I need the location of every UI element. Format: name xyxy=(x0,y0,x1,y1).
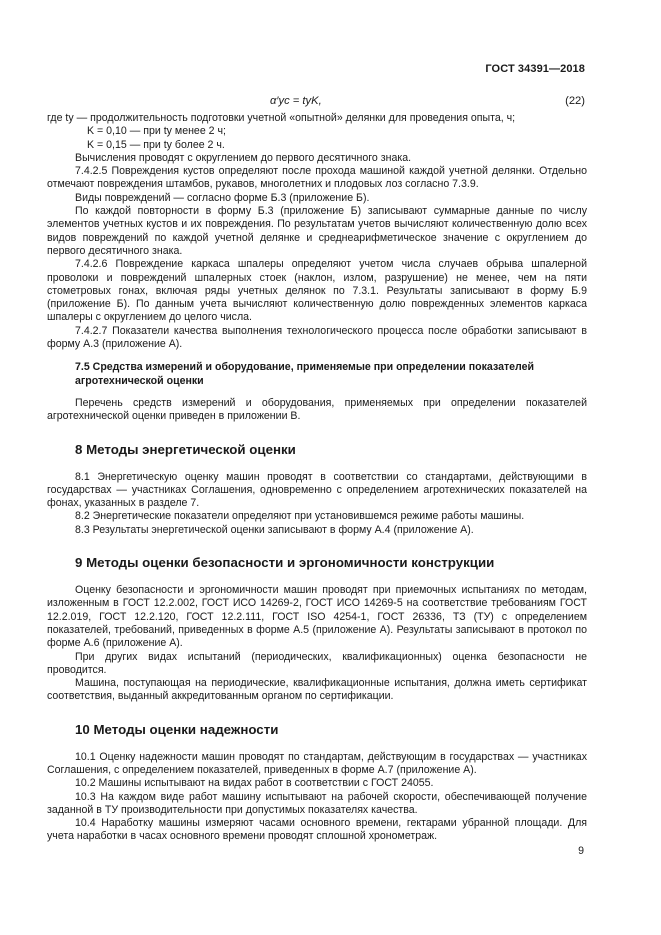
paragraph: Вычисления проводят с округлением до первого десятичного знака. xyxy=(75,151,412,164)
paragraph: 7.4.2.5 Повреждения кустов определяют после прохода машиной каждой учетной делянки. Отдельно отмечают повреждения штамбов, рукавов, многолетних и плодовых лоз согласно 7.3.9. xyxy=(47,165,587,191)
paragraph: Оценку безопасности и эргономичности машин проводят при приемочных испытаниях по методам, изложенным в ГОСТ 12.2.002, ГОСТ ИСО 14269-2, ГОСТ ИСО 14269-5 на соответствие требованиям ГОСТ 12.2.019, ГОСТ 12.2.120, ГОСТ 12.2.111, ГОСТ ISO 4254-1, ГОСТ 26336, ТЗ (ТУ) с определением показателей, требований, приведенных в форме А.5 (приложение А). Результаты записывают в протокол по форме А.6 (приложение А). xyxy=(47,584,587,650)
where-line-2: K = 0,10 — при tу менее 2 ч; xyxy=(87,125,226,138)
paragraph: 10.2 Машины испытывают на видах работ в соответствии с ГОСТ 24055. xyxy=(75,777,434,790)
paragraph: Перечень средств измерений и оборудования, применяемых при определении показателей агротехнической оценки приведен в приложении В. xyxy=(47,396,587,423)
section-heading-7-5: 7.5 Средства измерений и оборудование, применяемые при определении показателей агротехнической оценки xyxy=(75,361,535,387)
section-heading-9: 9 Методы оценки безопасности и эргономичности конструкции xyxy=(75,555,495,571)
section-heading-8: 8 Методы энергетической оценки xyxy=(75,441,296,457)
paragraph: 7.4.2.6 Повреждение каркаса шпалеры определяют учетом числа случаев обрыва шпалерной проволоки и повреждений шпалерных стоек (наклон, излом, разрушение) не менее, чем на пяти стометровых гонах, включая ряды учетных делянок по 7.3.1. Результаты записывают в форму Б.9 (приложение Б). По данным учета вычисляют количественную долю поврежденных элементов каркаса шпалеры с округлением до целого числа. xyxy=(47,258,587,324)
where-line-3: K = 0,15 — при tу более 2 ч. xyxy=(87,138,225,151)
where-line-1: где tу — продолжительность подготовки учетной «опытной» делянки для проведения опыта, ч; xyxy=(47,112,516,124)
paragraph: 10.4 Наработку машины измеряют часами основного времени, гектарами убранной площади. Для учета наработки в часах основного времени проводят сплошной хронометраж. xyxy=(47,817,587,843)
formula-expression: α′ус = tуK, xyxy=(270,95,322,107)
paragraph: При других видах испытаний (периодических, квалификационных) оценка безопасности не проводится. xyxy=(47,650,587,676)
paragraph: Машина, поступающая на периодические, квалификационные испытания, должна иметь сертификат соответствия, выданный аккредитованным органом по сертификации. xyxy=(47,677,587,703)
paragraph: 8.2 Энергетические показатели определяют при установившемся режиме работы машины. xyxy=(75,510,525,523)
paragraph: 7.4.2.7 Показатели качества выполнения технологического процесса после обработки записывают в форму А.3 (приложение А). xyxy=(47,324,587,351)
document-code-header: ГОСТ 34391—2018 xyxy=(485,63,585,75)
section-heading-10: 10 Методы оценки надежности xyxy=(75,721,279,737)
paragraph: 8.1 Энергетическую оценку машин проводят в соответствии со стандартами, действующими в государствах — участниках Соглашения, одновременно с определением агротехнических показателей на фонах, указанных в разделе 7. xyxy=(47,470,587,510)
formula-number: (22) xyxy=(565,95,585,107)
paragraph: 8.3 Результаты энергетической оценки записывают в форму А.4 (приложение А). xyxy=(75,523,474,536)
paragraph: 10.1 Оценку надежности машин проводят по стандартам, действующим в государствах — участниках Соглашения, с определением показателей, приведенных в форме А.7 (приложение А). xyxy=(47,750,587,776)
paragraph: Виды повреждений — согласно форме Б.3 (приложение Б). xyxy=(75,191,370,204)
paragraph: 10.3 На каждом виде работ машину испытывают на рабочей скорости, обеспечивающей получение заданной в ТУ производительности при допустимых показателях качества. xyxy=(47,790,587,816)
formula-22 xyxy=(0,95,661,111)
paragraph: По каждой повторности в форму Б.3 (приложение Б) записывают суммарные данные по числу элементов учетных кустов и их повреждения. По результатам учетов вычисляют количественную долю всех видов повреждений по каждой учетной делянке и среднеарифметическое значение с округлением до первого десятичного знака. xyxy=(47,205,587,257)
page-number: 9 xyxy=(578,845,584,857)
document-body xyxy=(47,112,587,844)
